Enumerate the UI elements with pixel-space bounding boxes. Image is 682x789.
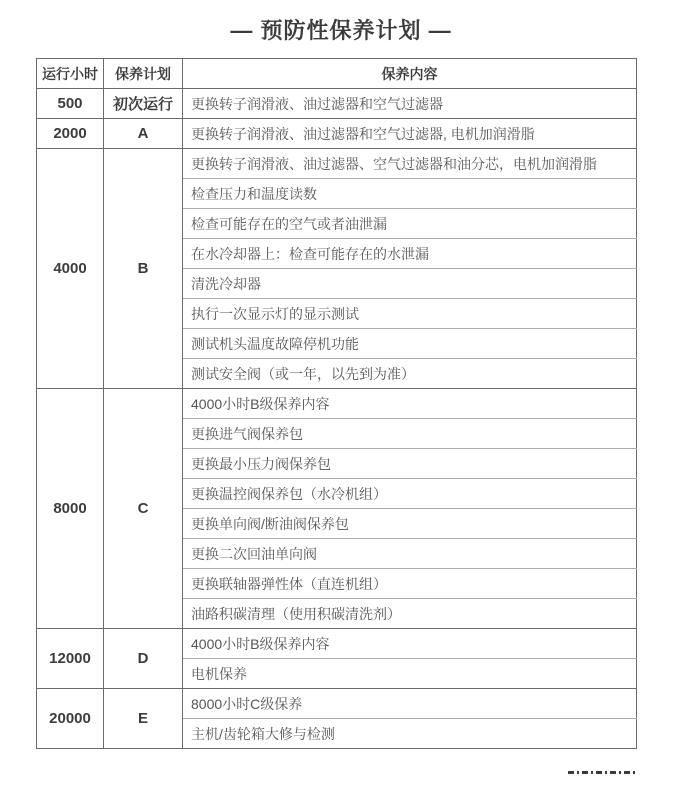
task-cell: 8000小时C级保养 xyxy=(183,689,637,719)
task-cell: 更换转子润滑液、油过滤器、空气过滤器和油分芯，电机加润滑脂 xyxy=(183,149,637,179)
maintenance-table xyxy=(36,58,637,749)
task-cell: 更换二次回油单向阀 xyxy=(183,539,637,569)
task-cell: 清洗冷却器 xyxy=(183,269,637,299)
task-cell: 在水冷却器上：检查可能存在的水泄漏 xyxy=(183,239,637,269)
task-cell: 更换转子润滑液、油过滤器和空气过滤器, 电机加润滑脂 xyxy=(183,119,637,149)
header-row xyxy=(37,59,637,89)
plan-cell: A xyxy=(104,119,183,149)
task-cell: 测试安全阀（或一年，以先到为准） xyxy=(183,359,637,389)
hours-cell: 8000 xyxy=(37,389,104,629)
hours-cell: 500 xyxy=(37,89,104,119)
table-row xyxy=(37,689,637,719)
task-cell: 电机保养 xyxy=(183,659,637,689)
task-cell: 更换进气阀保养包 xyxy=(183,419,637,449)
plan-cell: C xyxy=(104,389,183,629)
table-row xyxy=(37,149,637,179)
plan-cell: E xyxy=(104,689,183,749)
task-cell: 执行一次显示灯的显示测试 xyxy=(183,299,637,329)
hours-cell: 2000 xyxy=(37,119,104,149)
plan-cell: B xyxy=(104,149,183,389)
task-cell: 主机/齿轮箱大修与检测 xyxy=(183,719,637,749)
hours-cell: 12000 xyxy=(37,629,104,689)
watermark-fragment-dashes xyxy=(568,771,638,774)
task-cell: 更换最小压力阀保养包 xyxy=(183,449,637,479)
table-row xyxy=(37,89,637,119)
task-cell: 更换温控阀保养包（水冷机组） xyxy=(183,479,637,509)
column-header-plan: 保养计划 xyxy=(104,59,183,89)
task-cell: 更换转子润滑液、油过滤器和空气过滤器 xyxy=(183,89,637,119)
column-header-content: 保养内容 xyxy=(183,59,637,89)
plan-cell: D xyxy=(104,629,183,689)
column-header-hours: 运行小时 xyxy=(37,59,104,89)
task-cell: 油路积碳清理（使用积碳清洗剂） xyxy=(183,599,637,629)
table-row xyxy=(37,119,637,149)
task-cell: 测试机头温度故障停机功能 xyxy=(183,329,637,359)
table-row xyxy=(37,389,637,419)
table-row xyxy=(37,629,637,659)
task-cell: 4000小时B级保养内容 xyxy=(183,629,637,659)
task-cell: 4000小时B级保养内容 xyxy=(183,389,637,419)
clipped-watermark xyxy=(566,769,682,789)
task-cell: 更换单向阀/断油阀保养包 xyxy=(183,509,637,539)
page-title: — 预防性保养计划 — xyxy=(230,18,452,43)
hours-cell: 20000 xyxy=(37,689,104,749)
hours-cell: 4000 xyxy=(37,149,104,389)
task-cell: 更换联轴器弹性体（直连机组） xyxy=(183,569,637,599)
plan-cell: 初次运行 xyxy=(104,89,183,119)
task-cell: 检查压力和温度读数 xyxy=(183,179,637,209)
task-cell: 检查可能存在的空气或者油泄漏 xyxy=(183,209,637,239)
